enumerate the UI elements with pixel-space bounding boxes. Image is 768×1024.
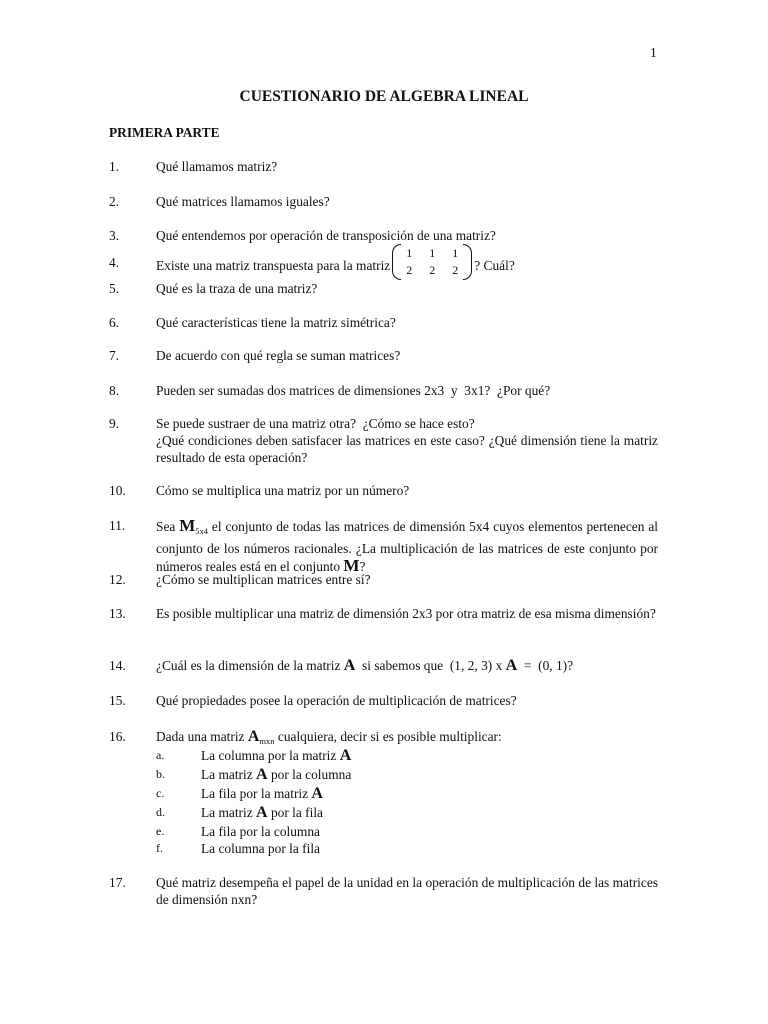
matrix-cell: 1	[429, 246, 436, 260]
question-text: Qué llamamos matriz?	[156, 159, 278, 174]
sub-item-text	[201, 747, 351, 764]
question-number: 16.	[109, 729, 126, 744]
question-number: 7.	[109, 348, 120, 363]
question-number: 9.	[109, 416, 120, 431]
question-number: 10.	[109, 483, 126, 498]
question-number: 4.	[109, 255, 120, 270]
matrix-symbol-a: A	[343, 657, 356, 674]
matrix-cell: 1	[452, 246, 459, 260]
question-text: Qué características tiene la matriz simétrica?	[156, 315, 396, 330]
question-text: De acuerdo con qué regla se suman matrices?	[156, 348, 401, 363]
sub-item-letter: d.	[156, 805, 165, 819]
text-run: La fila por la matriz	[201, 786, 312, 801]
sub-item-letter: b.	[156, 767, 165, 781]
text-run: Sea	[156, 519, 180, 534]
document-title: CUESTIONARIO DE ALGEBRA LINEAL	[239, 88, 529, 105]
matrix-symbol-a: A	[339, 747, 352, 764]
question-text: Es posible multiplicar una matriz de dimensión 2x3 por otra matriz de esa misma dimensión?	[156, 606, 656, 621]
question-text-pre: Existe una matriz transpuesta para la matriz	[156, 258, 391, 274]
question-number: 8.	[109, 383, 120, 398]
text-run: por la columna	[267, 767, 352, 782]
sub-item-text	[201, 766, 351, 783]
text-run: La columna por la fila	[201, 841, 320, 856]
question-number: 12.	[109, 572, 126, 587]
text-run: por la fila	[267, 805, 323, 820]
text-run: La matriz	[201, 767, 257, 782]
question-line: Se puede sustraer de una matriz otra? ¿Cómo se hace esto?	[156, 416, 475, 431]
text-run: La fila por la columna	[201, 824, 320, 839]
question-number: 1.	[109, 159, 120, 174]
question-text: Qué propiedades posee la operación de multiplicación de matrices?	[156, 693, 517, 708]
question-number: 6.	[109, 315, 120, 330]
text-run: La columna por la matriz	[201, 748, 340, 763]
sub-item-text	[201, 823, 320, 840]
question-number: 17.	[109, 875, 126, 890]
question-text: Pueden ser sumadas dos matrices de dimensiones 2x3 y 3x1? ¿Por qué?	[156, 383, 551, 398]
matrix-cell: 2	[429, 263, 436, 277]
question-text	[156, 246, 658, 280]
question-number: 14.	[109, 658, 126, 673]
sub-item-text	[201, 804, 323, 821]
text-run: ?	[359, 559, 366, 574]
sub-item-text	[201, 840, 320, 857]
matrix-symbol-a: A	[247, 728, 260, 745]
page-number: 1	[650, 45, 657, 60]
question-number: 11.	[109, 518, 126, 533]
question-text: Qué es la traza de una matriz?	[156, 281, 318, 296]
matrix-symbol-a: A	[256, 804, 268, 821]
sub-item-letter: a.	[156, 748, 165, 762]
question-text: Qué matriz desempeña el papel de la unidad en la operación de multiplicación de las matrices de dimensión nxn?	[156, 875, 658, 907]
matrix-cell: 2	[452, 263, 459, 277]
matrix-symbol-a: A	[311, 785, 323, 802]
text-run: La matriz	[201, 805, 257, 820]
matrix-right-paren	[463, 244, 472, 280]
question-text	[156, 517, 658, 575]
text-run: si sabemos que (1, 2, 3) x	[355, 658, 506, 673]
text-run: Dada una matriz	[156, 729, 248, 744]
question-number: 13.	[109, 606, 126, 621]
text-run: el conjunto de todas las matrices de dimensión 5x4 cuyos elementos pertenecen al conjunto de los números racionales. ¿La multiplicación de las matrices de este conjunto por números reales está en el conjunto	[156, 519, 658, 574]
question-line: ¿Qué condiciones deben satisfacer las matrices en este caso? ¿Qué dimensión tiene la matriz resultado de esta operación?	[156, 433, 658, 465]
subscript: 5x4	[195, 526, 209, 536]
set-symbol-m: M	[343, 556, 360, 575]
question-number: 5.	[109, 281, 120, 296]
question-text: ¿Cómo se multiplican matrices entre sí?	[156, 572, 371, 587]
section-heading: PRIMERA PARTE	[109, 125, 220, 140]
question-text	[156, 415, 658, 466]
sub-item-letter: e.	[156, 824, 165, 838]
question-number: 3.	[109, 228, 120, 243]
question-text: Qué matrices llamamos iguales?	[156, 194, 330, 209]
sub-item-letter: f.	[156, 841, 163, 855]
matrix-symbol-a: A	[256, 766, 268, 783]
subscript: mxn	[259, 736, 275, 746]
question-number: 15.	[109, 693, 126, 708]
matrix-symbol-a: A	[505, 657, 518, 674]
sub-item-letter: c.	[156, 786, 165, 800]
matrix-cell: 1	[406, 246, 413, 260]
set-symbol-m: M	[179, 516, 196, 535]
question-text: Qué entendemos por operación de transposición de una matriz?	[156, 228, 496, 243]
matrix-cell: 2	[406, 263, 413, 277]
question-text-post: ? Cuál?	[474, 258, 515, 274]
question-number: 2.	[109, 194, 120, 209]
text-run: ¿Cuál es la dimensión de la matriz	[156, 658, 344, 673]
question-text: Cómo se multiplica una matriz por un número?	[156, 483, 410, 498]
matrix-2x3	[392, 244, 472, 280]
text-run: = (0, 1)?	[517, 658, 574, 673]
text-run: cualquiera, decir si es posible multiplicar:	[274, 729, 502, 744]
question-text	[156, 657, 658, 674]
sub-item-text	[201, 785, 323, 802]
